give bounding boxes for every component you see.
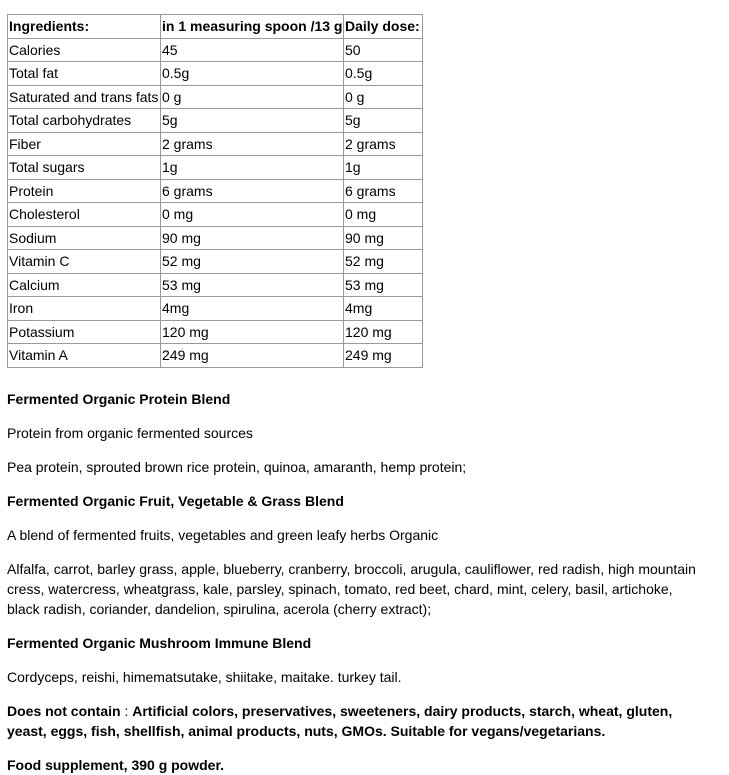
table-row xyxy=(8,273,423,297)
nutrient-name: Vitamin A xyxy=(8,344,161,368)
nutrient-name: Total fat xyxy=(8,62,161,86)
table-row xyxy=(8,297,423,321)
daily-dose-value: 5g xyxy=(344,109,423,133)
allergen-label: Does not contain xyxy=(7,702,121,719)
per-spoon-value: 120 mg xyxy=(161,320,344,344)
nutrient-name: Sodium xyxy=(8,226,161,250)
nutrient-name: Iron xyxy=(8,297,161,321)
daily-dose-value: 249 mg xyxy=(344,344,423,368)
mushroom-blend-ingredients: Cordyceps, reishi, himematsutake, shiitake, maitake. turkey tail. xyxy=(7,668,402,685)
allergen-statement xyxy=(7,701,707,741)
per-spoon-value: 5g xyxy=(161,109,344,133)
fruit-blend-heading: Fermented Organic Fruit, Vegetable & Grass Blend xyxy=(7,492,344,509)
daily-dose-value: 0.5g xyxy=(344,62,423,86)
per-spoon-value: 45 xyxy=(161,38,344,62)
per-spoon-value: 53 mg xyxy=(161,273,344,297)
table-row xyxy=(8,250,423,274)
table-row xyxy=(8,179,423,203)
table-row xyxy=(8,320,423,344)
daily-dose-value: 2 grams xyxy=(344,132,423,156)
per-spoon-value: 6 grams xyxy=(161,179,344,203)
protein-blend-ingredients: Pea protein, sprouted brown rice protein, quinoa, amaranth, hemp protein; xyxy=(7,458,467,475)
per-spoon-value: 0.5g xyxy=(161,62,344,86)
nutrient-name: Calcium xyxy=(8,273,161,297)
daily-dose-value: 4mg xyxy=(344,297,423,321)
nutrient-name: Potassium xyxy=(8,320,161,344)
per-spoon-value: 4mg xyxy=(161,297,344,321)
table-row xyxy=(8,226,423,250)
nutrient-name: Vitamin C xyxy=(8,250,161,274)
daily-dose-value: 53 mg xyxy=(344,273,423,297)
mushroom-blend-heading: Fermented Organic Mushroom Immune Blend xyxy=(7,634,312,651)
table-row xyxy=(8,85,423,109)
daily-dose-value: 1g xyxy=(344,156,423,180)
nutrient-name: Total sugars xyxy=(8,156,161,180)
nutrient-name: Protein xyxy=(8,179,161,203)
per-spoon-value: 0 g xyxy=(161,85,344,109)
table-row xyxy=(8,62,423,86)
nutrition-table-body xyxy=(8,38,423,367)
per-spoon-value: 1g xyxy=(161,156,344,180)
per-spoon-value: 52 mg xyxy=(161,250,344,274)
daily-dose-value: 0 g xyxy=(344,85,423,109)
daily-dose-value: 6 grams xyxy=(344,179,423,203)
header-ingredients: Ingredients: xyxy=(8,15,161,39)
table-row xyxy=(8,38,423,62)
nutrition-table-header xyxy=(8,15,423,39)
allergen-list: Artificial colors, preservatives, sweeteners, dairy products, starch, wheat, gluten, yeast, eggs, fish, shellfish, animal products, nuts, GMOs. Suitable for vegans/vegetarians. xyxy=(7,702,673,739)
daily-dose-value: 0 mg xyxy=(344,203,423,227)
header-row xyxy=(8,15,423,39)
nutrient-name: Total carbohydrates xyxy=(8,109,161,133)
fruit-blend-ingredients: Alfalfa, carrot, barley grass, apple, blueberry, cranberry, broccoli, arugula, cauliflower, red radish, high mountain cress, watercress, wheatgrass, kale, parsley, spinach, tomato, red beet, chard, mint, celery, basil, artichoke, black radish, coriander, dandelion, spirulina, acerola (cherry extract); xyxy=(7,560,696,617)
per-spoon-value: 249 mg xyxy=(161,344,344,368)
daily-dose-value: 50 xyxy=(344,38,423,62)
protein-blend-intro: Protein from organic fermented sources xyxy=(7,424,253,441)
daily-dose-value: 90 mg xyxy=(344,226,423,250)
nutrient-name: Cholesterol xyxy=(8,203,161,227)
table-row xyxy=(8,203,423,227)
table-row xyxy=(8,344,423,368)
allergen-separator: : xyxy=(120,702,133,719)
protein-blend-heading: Fermented Organic Protein Blend xyxy=(7,390,231,407)
daily-dose-value: 120 mg xyxy=(344,320,423,344)
per-spoon-value: 90 mg xyxy=(161,226,344,250)
nutrition-table xyxy=(7,14,423,368)
per-spoon-value: 2 grams xyxy=(161,132,344,156)
header-daily-dose: Daily dose: xyxy=(344,15,423,39)
product-description xyxy=(7,389,707,775)
table-row xyxy=(8,109,423,133)
fruit-blend-intro: A blend of fermented fruits, vegetables and green leafy herbs Organic xyxy=(7,526,439,543)
per-spoon-value: 0 mg xyxy=(161,203,344,227)
nutrient-name: Saturated and trans fats xyxy=(8,85,161,109)
table-row xyxy=(8,156,423,180)
table-row xyxy=(8,132,423,156)
nutrient-name: Calories xyxy=(8,38,161,62)
header-per-spoon: in 1 measuring spoon /13 g xyxy=(161,15,344,39)
nutrient-name: Fiber xyxy=(8,132,161,156)
product-size-note: Food supplement, 390 g powder. xyxy=(7,756,225,773)
daily-dose-value: 52 mg xyxy=(344,250,423,274)
